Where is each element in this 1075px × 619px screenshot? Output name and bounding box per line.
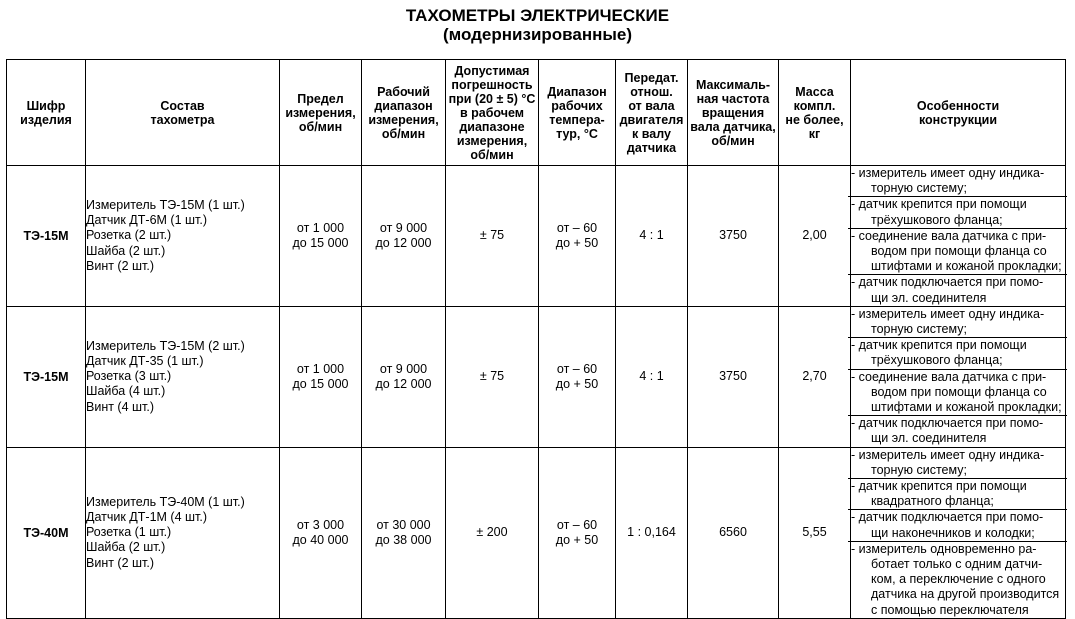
cell-code: ТЭ-15М: [7, 306, 86, 447]
cell-temp-range: [539, 306, 616, 447]
cell-line: компл.: [793, 98, 836, 113]
cell-line: измерения,: [368, 112, 439, 127]
header-max-speed: [688, 60, 779, 166]
cell-temp-range: [539, 166, 616, 307]
feature-line: - соединение вала датчика с при-: [851, 228, 1047, 243]
cell-line: Винт (2 шт.): [86, 555, 155, 570]
feature-line: - датчик крепится при помощи: [851, 338, 1027, 353]
cell-line: датчика: [626, 140, 677, 155]
cell-line: изделия: [20, 112, 72, 127]
cell-line: об/мин: [381, 126, 426, 141]
header-measure-limit: [280, 60, 362, 166]
feature-line: - измеритель имеет одну индика-: [851, 447, 1045, 462]
feature-item: [848, 510, 1067, 541]
feature-line: ком, а переключение с одного: [871, 572, 1046, 587]
cell-work-range: [362, 447, 446, 618]
cell-line: Допустимая: [454, 63, 530, 78]
cell-line: тахометра: [150, 112, 215, 127]
feature-item: [848, 338, 1067, 369]
header-error: [446, 60, 539, 166]
cell-line: до + 50: [555, 235, 599, 250]
table-row: [7, 447, 1066, 618]
cell-error: ± 200: [446, 447, 539, 618]
header-temp-range: [539, 60, 616, 166]
feature-line: водом при помощи фланца со: [871, 384, 1047, 399]
feature-line: щи эл. соединителя: [871, 431, 987, 446]
cell-line: от вала: [628, 98, 675, 113]
cell-line: Винт (4 шт.): [86, 399, 155, 414]
cell-measure-limit: [280, 166, 362, 307]
feature-item: [848, 307, 1067, 338]
cell-line: Передат.: [624, 70, 679, 85]
cell-line: в рабочем: [459, 105, 525, 120]
cell-line: двигателя: [619, 112, 684, 127]
cell-line: до + 50: [555, 376, 599, 391]
feature-line: щи эл. соединителя: [871, 290, 987, 305]
cell-line: до 38 000: [375, 532, 432, 547]
cell-code: ТЭ-15М: [7, 166, 86, 307]
cell-line: темпера-: [549, 112, 605, 127]
table-row: [7, 166, 1066, 307]
feature-item: [848, 275, 1067, 305]
feature-item: [848, 416, 1067, 446]
cell-line: ная частота: [696, 91, 770, 106]
cell-line: Состав: [160, 98, 205, 113]
cell-line: диапазоне: [459, 119, 525, 134]
cell-line: Датчик ДТ-1М (4 шт.): [86, 509, 207, 524]
feature-line: квадратного фланца;: [871, 494, 994, 509]
cell-line: Диапазон: [547, 84, 607, 99]
cell-line: конструкции: [918, 112, 998, 127]
cell-ratio: 4 : 1: [616, 306, 688, 447]
cell-line: вращения: [701, 105, 765, 120]
feature-line: датчика на другой производится: [871, 587, 1060, 602]
header-ratio: [616, 60, 688, 166]
cell-measure-limit: [280, 447, 362, 618]
cell-line: до + 50: [555, 532, 599, 547]
cell-line: Измеритель ТЭ-40М (1 шт.): [86, 494, 245, 509]
feature-line: торную систему;: [871, 462, 967, 477]
feature-item: [848, 197, 1067, 228]
feature-line: штифтами и кожаной прокладки;: [871, 400, 1062, 415]
cell-line: при (20 ± 5) °С: [448, 91, 536, 106]
cell-line: измерения,: [456, 133, 528, 148]
cell-line: от – 60: [556, 361, 598, 376]
cell-mass: 2,70: [779, 306, 851, 447]
feature-line: - измеритель имеет одну индика-: [851, 166, 1045, 180]
feature-line: трёхушкового фланца;: [871, 353, 1003, 368]
cell-line: от 30 000: [376, 517, 431, 532]
cell-line: от 9 000: [379, 361, 428, 376]
feature-line: штифтами и кожаной прокладки;: [871, 259, 1062, 274]
cell-measure-limit: [280, 306, 362, 447]
cell-line: об/мин: [298, 119, 343, 134]
cell-mass: 2,00: [779, 166, 851, 307]
cell-composition: [86, 447, 280, 618]
header-mass: [779, 60, 851, 166]
cell-line: Масса: [795, 84, 834, 99]
cell-line: Шайба (2 шт.): [86, 540, 166, 555]
cell-line: Шайба (2 шт.): [86, 243, 166, 258]
cell-line: Особенности: [916, 98, 1000, 113]
cell-line: тур, °С: [556, 126, 598, 141]
cell-line: погрешность: [451, 77, 533, 92]
cell-line: Шайба (4 шт.): [86, 384, 166, 399]
tachometer-spec-table: [6, 59, 1066, 619]
feature-item: [848, 370, 1067, 417]
cell-line: Максималь-: [695, 77, 771, 92]
cell-line: Измеритель ТЭ-15М (1 шт.): [86, 197, 245, 212]
cell-ratio: 1 : 0,164: [616, 447, 688, 618]
cell-line: отнош.: [630, 84, 673, 99]
cell-max-speed: 3750: [688, 306, 779, 447]
feature-item: [848, 542, 1067, 618]
cell-line: Розетка (1 шт.): [86, 525, 172, 540]
cell-max-speed: 6560: [688, 447, 779, 618]
header-features: [851, 60, 1066, 166]
cell-code: ТЭ-40М: [7, 447, 86, 618]
feature-item: [848, 229, 1067, 276]
cell-features: [851, 166, 1066, 307]
cell-line: к валу: [632, 126, 671, 141]
cell-line: от 3 000: [296, 517, 345, 532]
cell-line: от 1 000: [296, 361, 345, 376]
cell-error: ± 75: [446, 306, 539, 447]
cell-line: до 15 000: [292, 376, 349, 391]
feature-line: - измеритель имеет одну индика-: [851, 306, 1045, 321]
cell-line: Розетка (3 шт.): [86, 369, 172, 384]
feature-line: торную систему;: [871, 322, 967, 337]
feature-line: - датчик подключается при помо-: [851, 416, 1044, 431]
cell-error: ± 75: [446, 166, 539, 307]
cell-line: не более,: [785, 112, 844, 127]
cell-composition: [86, 306, 280, 447]
cell-line: Розетка (2 шт.): [86, 228, 172, 243]
cell-features: [851, 306, 1066, 447]
cell-line: рабочих: [551, 98, 603, 113]
feature-line: с помощью переключателя: [871, 602, 1029, 617]
cell-work-range: [362, 166, 446, 307]
feature-line: водом при помощи фланца со: [871, 244, 1047, 259]
cell-line: Предел: [297, 91, 344, 106]
cell-line: от – 60: [556, 517, 598, 532]
title-line-1: ТАХОМЕТРЫ ЭЛЕКТРИЧЕСКИЕ: [405, 6, 670, 25]
cell-line: от 1 000: [296, 220, 345, 235]
feature-line: трёхушкового фланца;: [871, 212, 1003, 227]
cell-line: об/мин: [470, 147, 514, 162]
feature-line: - датчик крепится при помощи: [851, 479, 1027, 494]
header-work-range: [362, 60, 446, 166]
header-code: [7, 60, 86, 166]
cell-features: [851, 447, 1066, 618]
cell-line: Рабочий: [377, 84, 430, 99]
header-composition: [86, 60, 280, 166]
title-line-2: (модернизированные): [442, 25, 633, 44]
feature-item: [848, 448, 1067, 479]
cell-temp-range: [539, 447, 616, 618]
cell-work-range: [362, 306, 446, 447]
cell-mass: 5,55: [779, 447, 851, 618]
feature-item: [848, 479, 1067, 510]
feature-line: - датчик крепится при помощи: [851, 197, 1027, 212]
cell-line: Датчик ДТ-6М (1 шт.): [86, 213, 207, 228]
cell-line: от – 60: [556, 220, 598, 235]
cell-ratio: 4 : 1: [616, 166, 688, 307]
cell-line: до 40 000: [292, 532, 349, 547]
cell-line: до 12 000: [375, 376, 432, 391]
feature-line: - датчик подключается при помо-: [851, 275, 1044, 290]
cell-max-speed: 3750: [688, 166, 779, 307]
feature-item: [848, 166, 1067, 197]
cell-line: Измеритель ТЭ-15М (2 шт.): [86, 338, 245, 353]
cell-line: вала датчика,: [690, 119, 776, 134]
feature-line: торную систему;: [871, 181, 967, 196]
cell-line: измерения,: [285, 105, 356, 120]
document-title: [0, 6, 1075, 44]
feature-line: - измеритель одновременно ра-: [851, 541, 1037, 556]
feature-line: - соединение вала датчика с при-: [851, 369, 1047, 384]
cell-line: об/мин: [711, 133, 755, 148]
cell-line: Датчик ДТ-35 (1 шт.): [86, 353, 204, 368]
cell-composition: [86, 166, 280, 307]
cell-line: до 15 000: [292, 235, 349, 250]
feature-line: - датчик подключается при помо-: [851, 510, 1044, 525]
cell-line: Винт (2 шт.): [86, 258, 155, 273]
cell-line: до 12 000: [375, 235, 432, 250]
table-row: [7, 306, 1066, 447]
cell-line: диапазон: [374, 98, 433, 113]
cell-line: кг: [808, 126, 821, 141]
cell-line: Шифр: [26, 98, 66, 113]
feature-line: щи наконечников и колодки;: [871, 525, 1035, 540]
feature-line: ботает только с одним датчи-: [871, 557, 1043, 572]
cell-line: от 9 000: [379, 220, 428, 235]
header-row: [7, 60, 1066, 166]
